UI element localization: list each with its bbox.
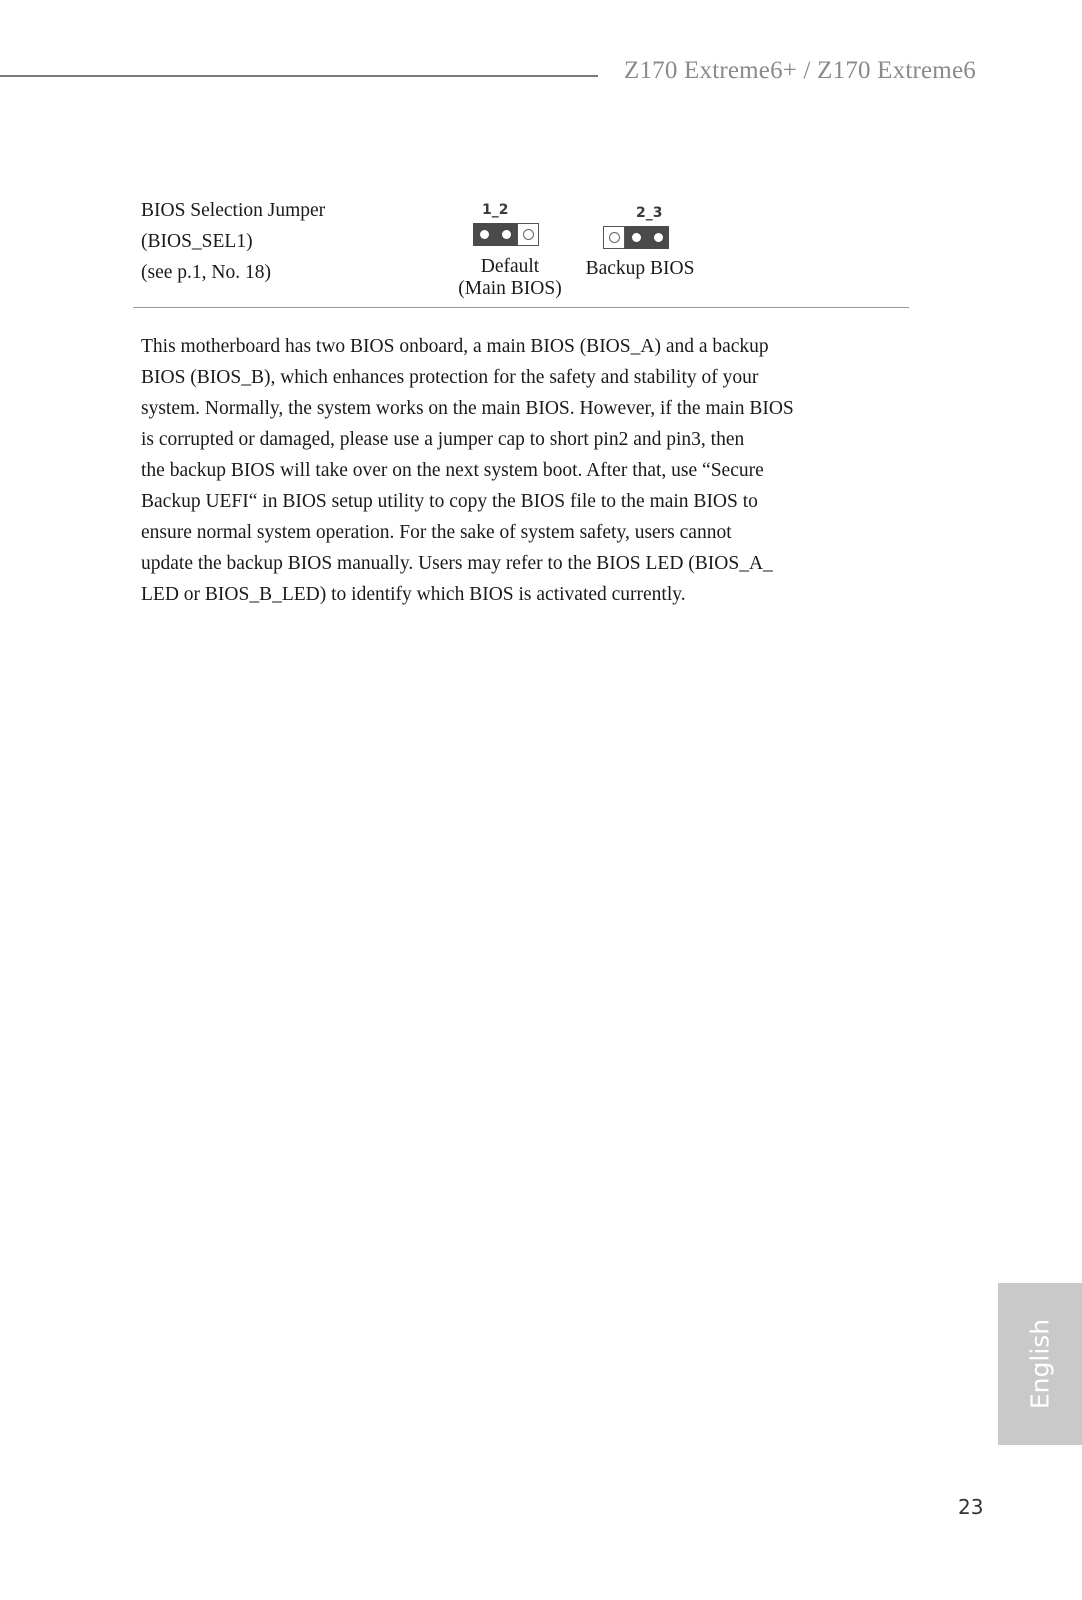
section-divider — [133, 307, 909, 308]
paragraph-line: the backup BIOS will take over on the next system boot. After that, use “Secure — [141, 460, 764, 481]
paragraph-line: ensure normal system operation. For the sake of system safety, users cannot — [141, 522, 732, 543]
paragraph-line: BIOS (BIOS_B), which enhances protection for the safety and stability of your — [141, 367, 759, 388]
jumper-diagram-backup — [603, 226, 669, 251]
language-tab — [998, 1283, 1082, 1445]
setting-caption-default — [454, 256, 566, 300]
jumper-pin-2 — [495, 223, 517, 246]
setting-caption-backup — [580, 258, 700, 280]
jumper-pin-3 — [647, 226, 669, 249]
body-paragraph — [141, 331, 853, 610]
paragraph-line: update the backup BIOS manually. Users may refer to the BIOS LED (BIOS_A_ — [141, 553, 773, 574]
setting-caption-line: (Main BIOS) — [458, 278, 562, 299]
paragraph-line: system. Normally, the system works on the main BIOS. However, if the main BIOS — [141, 398, 794, 419]
jumper-label-line: (see p.1, No. 18) — [141, 262, 271, 283]
setting-caption-line: Backup BIOS — [585, 258, 695, 279]
paragraph-line: LED or BIOS_B_LED) to identify which BIOS is activated currently. — [141, 584, 686, 605]
header-rule — [0, 75, 598, 77]
jumper-pins-label-backup: 2_3 — [636, 205, 663, 221]
paragraph-line: This motherboard has two BIOS onboard, a main BIOS (BIOS_A) and a backup — [141, 336, 769, 357]
page-header-title: Z170 Extreme6+ / Z170 Extreme6 — [624, 57, 976, 84]
page-number: 23 — [958, 1495, 984, 1519]
jumper-diagram-default — [473, 223, 539, 248]
jumper-label-line: BIOS Selection Jumper — [141, 200, 326, 221]
jumper-pin-1 — [603, 226, 625, 249]
paragraph-line: Backup UEFI“ in BIOS setup utility to copy the BIOS file to the main BIOS to — [141, 491, 758, 512]
jumper-label — [141, 195, 325, 288]
jumper-pin-1 — [473, 223, 495, 246]
language-tab-label: English — [1025, 1318, 1055, 1410]
jumper-pins-label-default: 1_2 — [482, 202, 509, 218]
jumper-label-line: (BIOS_SEL1) — [141, 231, 253, 252]
jumper-pin-2 — [625, 226, 647, 249]
setting-caption-line: Default — [480, 256, 540, 277]
paragraph-line: is corrupted or damaged, please use a jumper cap to short pin2 and pin3, then — [141, 429, 745, 450]
jumper-pin-3 — [517, 223, 539, 246]
